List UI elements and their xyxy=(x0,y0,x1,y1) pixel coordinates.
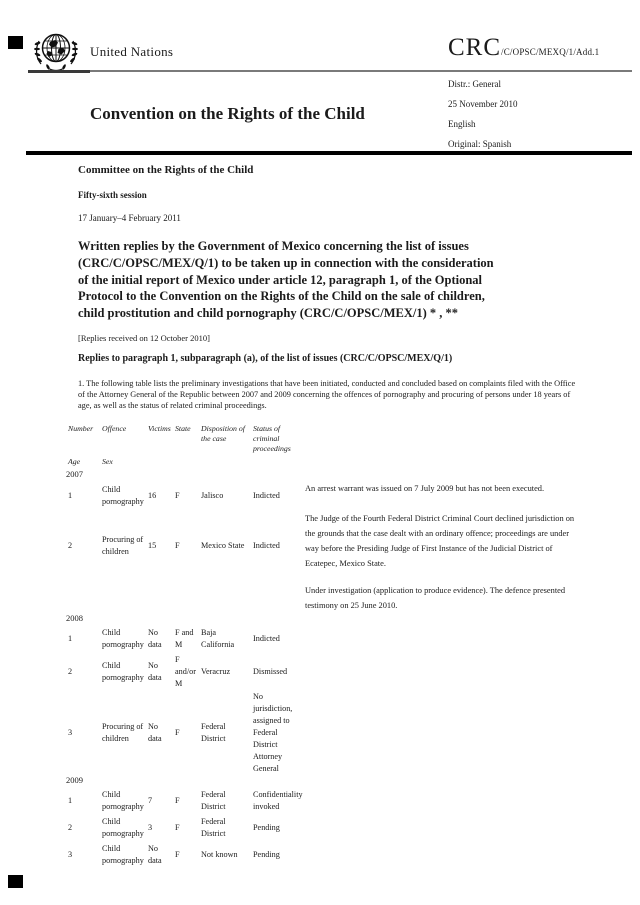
cell-number: 3 xyxy=(68,849,73,859)
paragraph-1: 1. The following table lists the preliminary investigations that have been initiated, conducted and concluded based on complaints filed with the Office of the Attorney General of the Republic between 2007 and 2009 concerning the offences of pornography and procuring of persons under 18 years of age, as well as the status of related criminal proceedings. xyxy=(78,379,576,410)
cell-offence: Procuring of children xyxy=(102,722,144,743)
cell-offence: Procuring of children xyxy=(102,535,144,556)
investigations-table xyxy=(68,424,580,868)
symbol-series: CRC xyxy=(448,34,502,61)
table-row xyxy=(68,691,580,775)
col-header-status: Status of criminal proceedings xyxy=(253,424,291,454)
table-row xyxy=(68,511,580,581)
cell-victims: No data xyxy=(148,722,162,743)
header-rule-left xyxy=(28,70,90,73)
cell-sex: F xyxy=(175,795,180,805)
cell-victims: 7 xyxy=(148,795,153,805)
cell-victims: No data xyxy=(148,661,162,682)
language-line: English xyxy=(448,119,476,129)
cell-victims: 16 xyxy=(148,491,157,501)
cell-offence: Child pornography xyxy=(102,789,144,811)
cell-status: Dismissed xyxy=(253,667,288,677)
cell-state: Veracruz xyxy=(201,667,231,677)
cell-status: Pending xyxy=(253,849,280,859)
table-row xyxy=(68,787,580,814)
cell-number: 3 xyxy=(68,728,73,738)
symbol-suffix: /C/OPSC/MEXQ/1/Add.1 xyxy=(501,47,600,57)
cell-state: Federal District xyxy=(201,816,226,838)
document-symbol xyxy=(448,34,599,62)
committee-heading: Committee on the Rights of the Child xyxy=(78,164,254,176)
table-row xyxy=(68,481,580,511)
cell-sex: F xyxy=(175,728,180,738)
cell-status: Indicted xyxy=(253,491,280,501)
cell-number: 2 xyxy=(68,667,73,677)
table-row xyxy=(68,653,580,691)
cell-offence: Child pornography xyxy=(102,628,144,649)
main-title-line: of the initial report of Mexico under article 12, paragraph 1, of the Optional xyxy=(78,272,483,287)
cell-offence: Child pornography xyxy=(102,843,144,865)
table-row xyxy=(68,841,580,868)
cell-number: 1 xyxy=(68,491,73,501)
cell-note: An arrest warrant was issued on 7 July 2009 but has not been executed. xyxy=(305,484,545,493)
header-rule xyxy=(90,70,632,72)
subheader-age: Age xyxy=(68,457,81,466)
cell-state: Baja California xyxy=(201,628,235,649)
main-title-line: Protocol to the Convention on the Rights of the Child on the sale of children, xyxy=(78,289,485,304)
year-label-2008: 2008 xyxy=(66,613,83,623)
main-title-line: Written replies by the Government of Mexico concerning the list of issues xyxy=(78,239,469,253)
table-header-row xyxy=(68,424,580,456)
cell-state: Federal District xyxy=(201,722,226,743)
col-header-number: Number xyxy=(68,424,94,433)
year-label-2009: 2009 xyxy=(66,775,83,785)
cell-note: The Judge of the Fourth Federal District Criminal Court declined jurisdiction on the grounds that the case dealt with an ordinary offence; proceedings are under way before the Presiding Judge of First Instance of the Judicial District of Ecatepec, Mexico State. xyxy=(305,514,575,568)
cell-state: Mexico State xyxy=(201,541,245,551)
cell-note: Under investigation (application to produce evidence). The defence presented testimony on 25 June 2010. xyxy=(305,586,566,610)
cell-state: Federal District xyxy=(201,789,226,811)
cell-victims: 3 xyxy=(148,822,153,832)
main-title-line: (CRC/C/OPSC/MEX/Q/1) to be taken up in connection with the consideration xyxy=(78,255,494,270)
session-dates: 17 January–4 February 2011 xyxy=(78,213,181,223)
distr-line: Distr.: General xyxy=(448,79,501,89)
section-heading: Replies to paragraph 1, subparagraph (a), of the list of issues (CRC/C/OPSC/MEX/Q/1) xyxy=(78,353,453,364)
col-header-state: State xyxy=(175,424,191,433)
col-header-victims: Victims xyxy=(148,424,171,433)
cell-offence: Child pornography xyxy=(102,661,144,682)
org-name: United Nations xyxy=(90,44,174,59)
cell-sex: F xyxy=(175,822,180,832)
treaty-title: Convention on the Rights of the Child xyxy=(90,104,365,123)
cell-victims: 15 xyxy=(148,541,157,551)
cell-victims: No data xyxy=(148,628,162,649)
cell-status: Indicted xyxy=(253,634,280,644)
table-row xyxy=(68,625,580,653)
cell-status: No jurisdiction, assigned to Federal District Attorney General xyxy=(253,692,293,773)
cell-victims: No data xyxy=(148,843,162,865)
separator-rule xyxy=(26,151,632,155)
cell-number: 1 xyxy=(68,795,73,805)
year-label-2007: 2007 xyxy=(66,469,83,479)
main-title-line: child prostitution and child pornography (CRC/C/OPSC/MEX/1) * , ** xyxy=(78,306,459,321)
table-row xyxy=(68,814,580,841)
cell-number: 1 xyxy=(68,634,73,644)
cell-offence: Child pornography xyxy=(102,816,144,838)
session-heading: Fifty-sixth session xyxy=(78,190,147,200)
cell-status: Indicted xyxy=(253,541,280,551)
cell-status: Pending xyxy=(253,822,280,832)
received-note: [Replies received on 12 October 2010] xyxy=(78,333,210,343)
cell-sex: F and/or M xyxy=(175,655,196,688)
cell-sex: F xyxy=(175,541,180,551)
distribution-block xyxy=(448,74,518,154)
cell-sex: F xyxy=(175,491,180,501)
original-language-line: Original: Spanish xyxy=(448,139,512,149)
scan-mark-bottom-left xyxy=(8,875,23,888)
cell-state: Jalisco xyxy=(201,491,224,501)
col-header-offence: Offence xyxy=(102,424,127,433)
cell-offence: Child pornography xyxy=(102,485,144,506)
table-subheader-row xyxy=(68,456,580,469)
table-extra-note-row xyxy=(68,583,580,613)
cell-state: Not known xyxy=(201,849,238,859)
cell-status: Confidentiality invoked xyxy=(253,789,303,811)
cell-sex: F xyxy=(175,849,180,859)
main-title xyxy=(78,238,598,322)
cell-number: 2 xyxy=(68,822,73,832)
col-header-disposition: Disposition of the case xyxy=(201,424,245,444)
cell-sex: F and M xyxy=(175,628,194,649)
subheader-sex: Sex xyxy=(102,457,113,466)
date-line: 25 November 2010 xyxy=(448,99,518,109)
scan-mark-top-left xyxy=(8,36,23,49)
cell-number: 2 xyxy=(68,541,73,551)
